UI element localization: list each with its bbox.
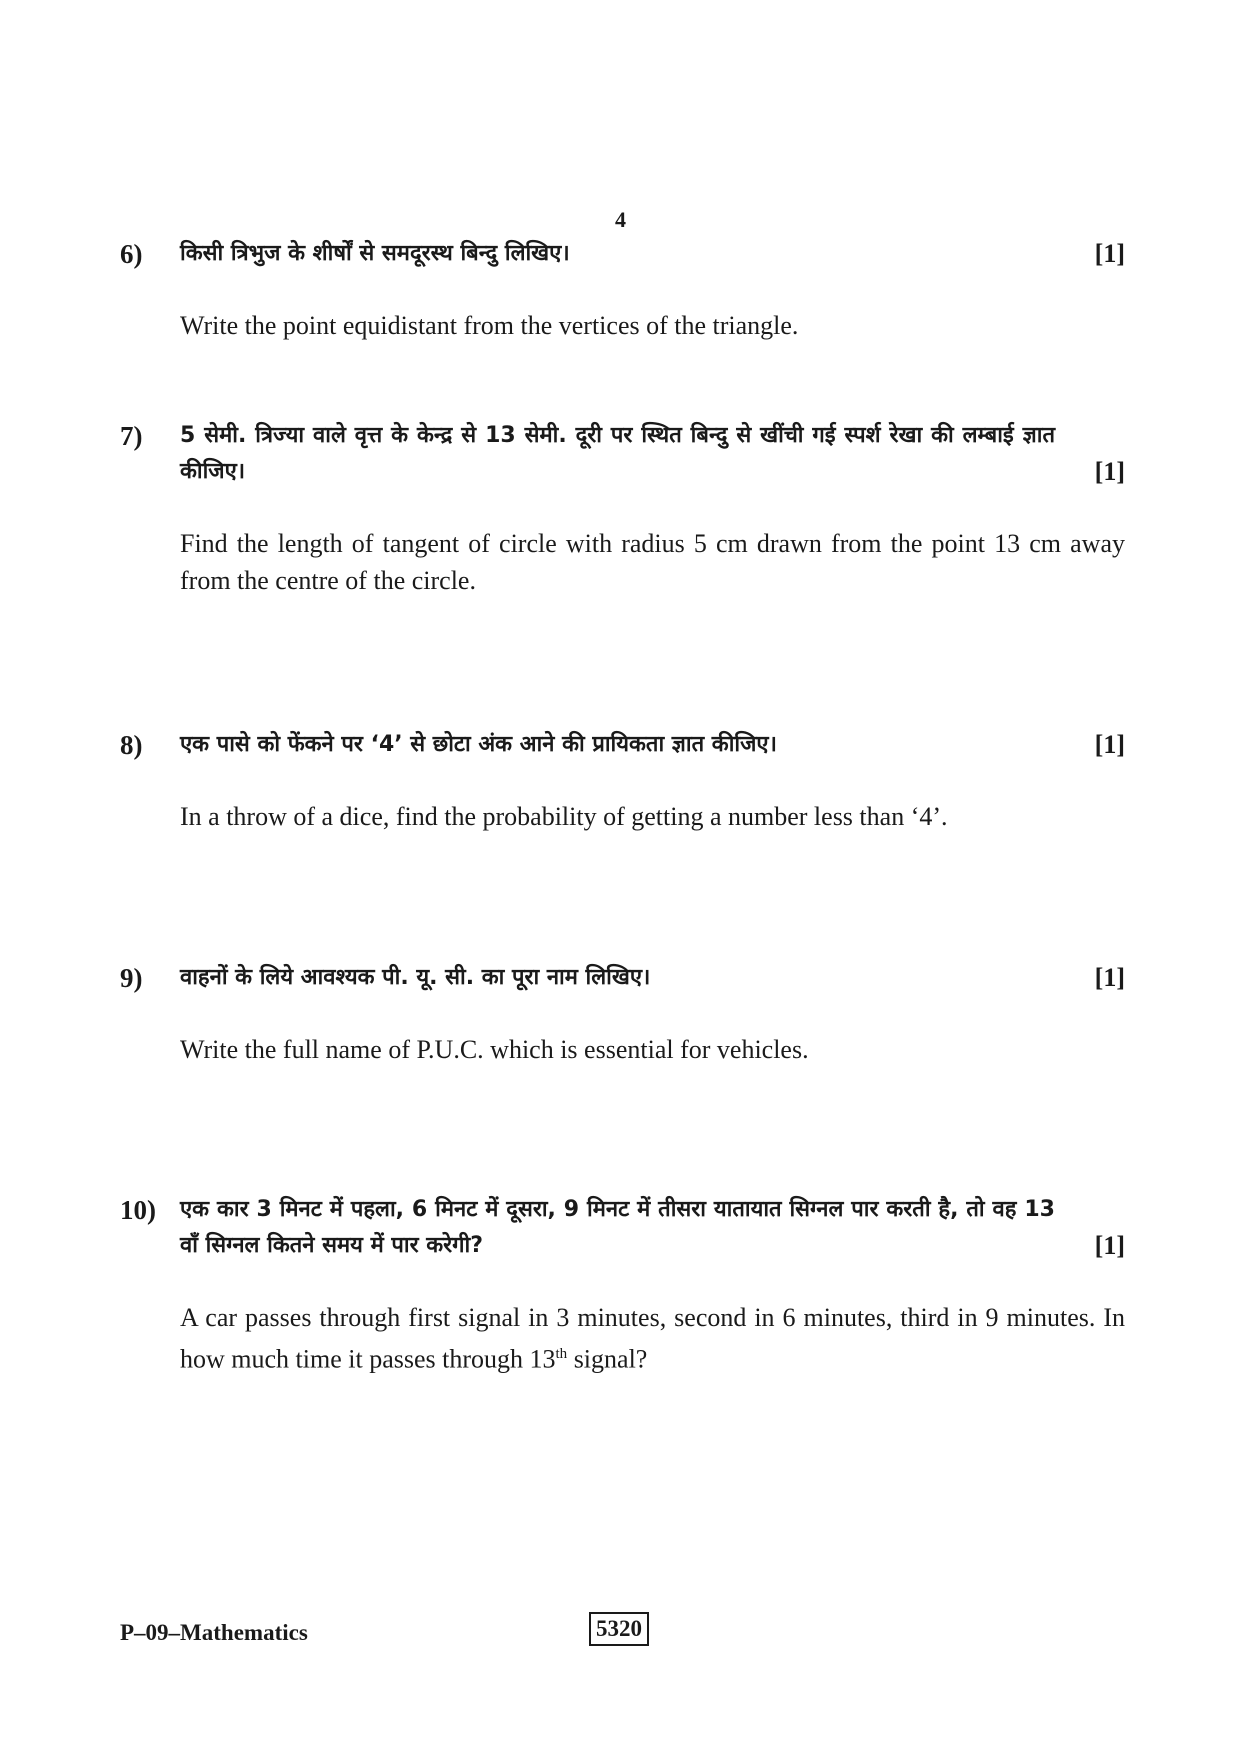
question-number: 9) (120, 963, 143, 993)
question-8 (120, 727, 1125, 835)
question-hindi-text: एक पासे को फेंकने पर ‘4’ से छोटा अंक आने की प्रायिकता ज्ञात कीजिए। (180, 732, 777, 757)
marks-label: [1] (1094, 730, 1125, 759)
question-english-text: Find the length of tangent of circle with radius 5 cm drawn from the point 13 cm away from the centre of the circle. (180, 529, 1125, 595)
question-hindi-text: वाहनों के लिये आवश्यक पी. यू. सी. का पूरा नाम लिखिए। (180, 965, 651, 990)
english-text-main: A car passes through first signal in 3 minutes, second in 6 minutes, third in 9 minutes. In how much time it passes through 13 (180, 1303, 1125, 1374)
marks-label: [1] (1094, 457, 1125, 486)
question-english-text: Write the point equidistant from the vertices of the triangle. (180, 311, 799, 340)
superscript-ordinal: th (555, 1346, 568, 1362)
paper-code: P–09–Mathematics (120, 1620, 308, 1645)
question-number: 6) (120, 239, 143, 269)
question-english-text: Write the full name of P.U.C. which is essential for vehicles. (180, 1035, 809, 1064)
marks-label: [1] (1094, 963, 1125, 992)
question-number: 8) (120, 730, 143, 760)
question-number: 7) (120, 421, 143, 451)
paper-number-box: 5320 (589, 1612, 649, 1646)
question-6 (120, 236, 1125, 344)
english-text-tail: signal? (567, 1344, 648, 1374)
question-english-text: In a throw of a dice, find the probability of getting a number less than ‘4’. (180, 802, 948, 831)
question-number: 10) (120, 1195, 156, 1225)
question-7 (120, 418, 1125, 599)
question-10 (120, 1192, 1125, 1378)
question-hindi-text: किसी त्रिभुज के शीर्षों से समदूरस्थ बिन्दु लिखिए। (180, 241, 570, 266)
question-9 (120, 960, 1125, 1068)
question-hindi-text: एक कार 3 मिनट में पहला, 6 मिनट में दूसरा, 9 मिनट में तीसरा यातायात सिग्नल पार करती है, तो वह 13 वाँ सिग्नल कितने समय में पार करेगी? (180, 1197, 1055, 1258)
question-hindi-text: 5 सेमी. त्रिज्या वाले वृत्त के केन्द्र से 13 सेमी. दूरी पर स्थित बिन्दु से खींची गई स्पर्श रेखा की लम्बाई ज्ञात कीजिए। (180, 423, 1055, 484)
page-number: 4 (615, 207, 626, 232)
marks-label: [1] (1094, 239, 1125, 268)
question-english-text (180, 1299, 1125, 1378)
marks-label: [1] (1094, 1231, 1125, 1260)
